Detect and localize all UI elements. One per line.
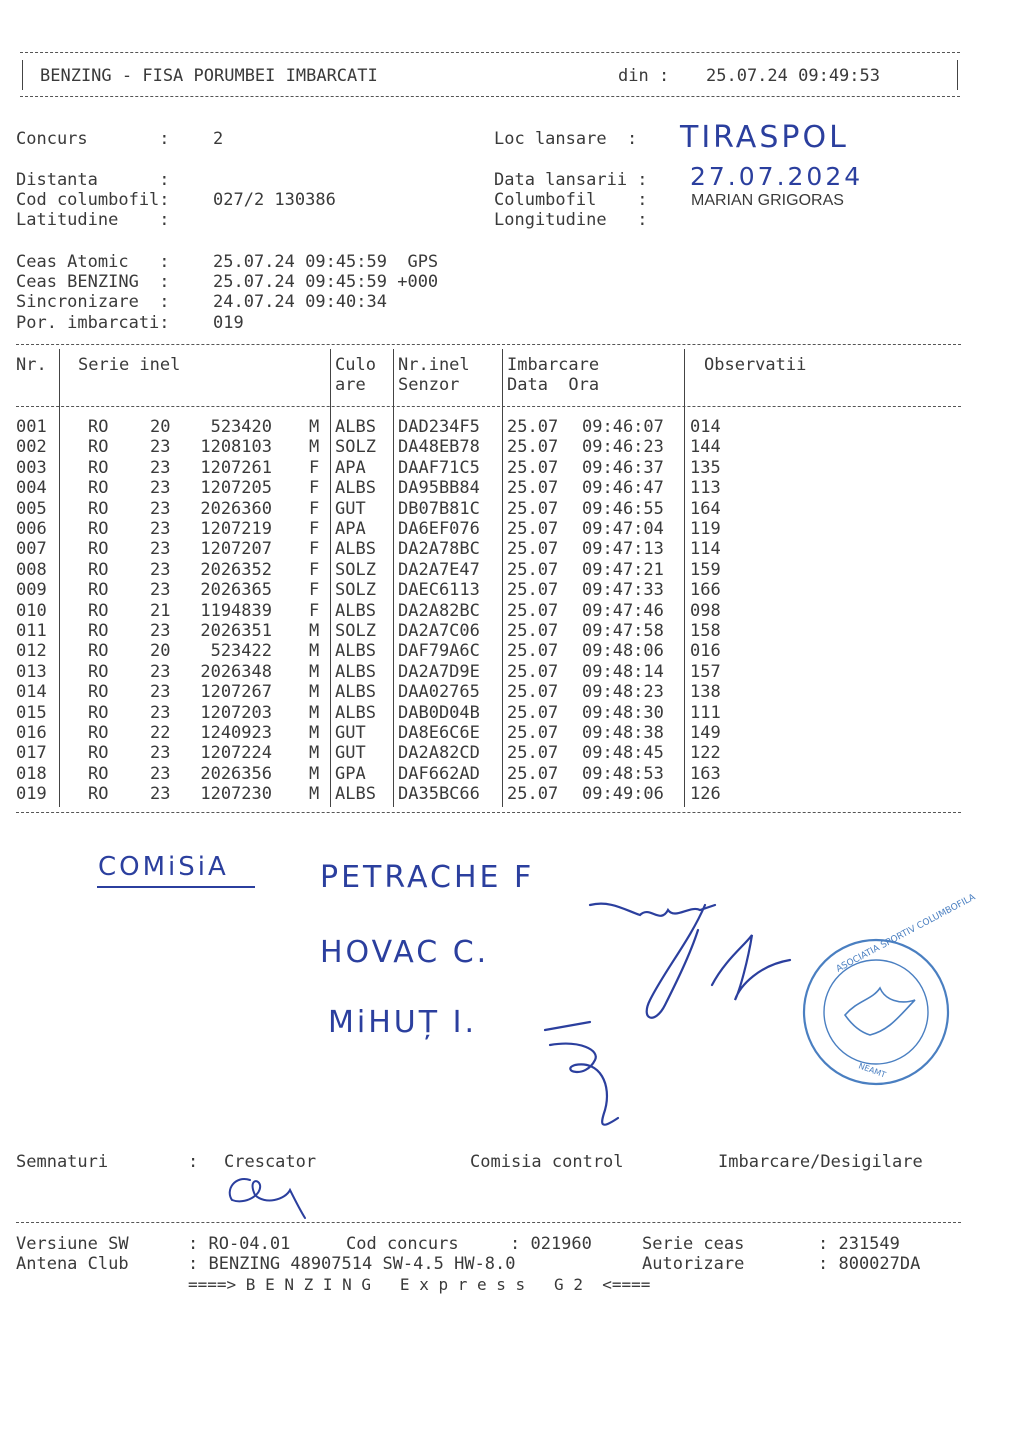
- row-nr: 006: [16, 519, 47, 539]
- row-ora: 09:48:06: [582, 641, 664, 662]
- row-serial: 2026356: [200, 763, 272, 784]
- row-ora: 09:47:46: [582, 600, 664, 621]
- comisia-handwritten: COMiSiA: [98, 852, 229, 882]
- row-culoare: ALBS: [335, 702, 376, 723]
- header-imbarcare: Imbarcare: [507, 355, 600, 375]
- row-ora: 09:49:06: [582, 784, 664, 805]
- row-observatii: 138: [690, 682, 721, 703]
- row-observatii: 113: [690, 478, 721, 499]
- semnaturi-label: Semnaturi: [16, 1152, 109, 1172]
- concurs-value: 2: [213, 129, 224, 149]
- row-sex: F: [309, 559, 320, 580]
- row-country: RO: [88, 580, 109, 601]
- row-serial: 1207205: [200, 478, 272, 499]
- row-observatii: 163: [690, 763, 721, 784]
- imbarcare-desigilare-label: Imbarcare/Desigilare: [718, 1152, 923, 1172]
- row-serial: 2026365: [200, 580, 272, 601]
- header-serie-inel: Serie inel: [78, 355, 181, 375]
- row-country: RO: [88, 661, 109, 682]
- ceas-atomic-label: Ceas Atomic :: [16, 252, 170, 272]
- stamp-outer-ring: [804, 940, 948, 1084]
- row-serial: 523420: [210, 417, 272, 437]
- row-data: 25.07: [507, 763, 559, 784]
- ceas-benzing-label: Ceas BENZING :: [16, 272, 170, 292]
- row-sex: F: [309, 600, 320, 621]
- row-ora: 09:47:13: [582, 539, 664, 560]
- row-sex: F: [309, 519, 320, 539]
- data-lansarii-label: Data lansarii :: [494, 170, 648, 190]
- row-observatii: 157: [690, 661, 721, 682]
- row-year: 23: [150, 539, 171, 560]
- signature-4: [545, 1022, 618, 1125]
- row-country: RO: [88, 621, 109, 641]
- header-nr-inel: Nr.inel: [398, 355, 470, 375]
- row-year: 23: [150, 621, 171, 641]
- document-title: BENZING - FISA PORUMBEI IMBARCATI: [40, 66, 378, 86]
- cod-concurs-label: Cod concurs: [346, 1234, 459, 1254]
- row-senzor: DAEC6113: [398, 580, 480, 601]
- row-culoare: ALBS: [335, 478, 376, 499]
- row-country: RO: [88, 702, 109, 723]
- row-culoare: ALBS: [335, 661, 376, 682]
- row-data: 25.07: [507, 661, 559, 682]
- row-data: 25.07: [507, 702, 559, 723]
- row-senzor: DA2A7C06: [398, 621, 480, 641]
- row-observatii: 098: [690, 600, 721, 621]
- header-culoare-1: Culo: [335, 355, 376, 375]
- row-country: RO: [88, 457, 109, 478]
- row-data: 25.07: [507, 621, 559, 641]
- row-nr: 005: [16, 498, 47, 519]
- concurs-label: Concurs :: [16, 129, 170, 149]
- row-data: 25.07: [507, 498, 559, 519]
- row-year: 23: [150, 478, 171, 499]
- row-observatii: 144: [690, 437, 721, 458]
- row-nr: 002: [16, 437, 47, 458]
- distanta-label: Distanta :: [16, 170, 170, 190]
- row-culoare: SOLZ: [335, 559, 376, 580]
- por-imbarcati-value: 019: [213, 313, 244, 333]
- row-culoare: GUT: [335, 743, 366, 764]
- row-sex: M: [309, 661, 320, 682]
- member-3-name: MiHUȚ I.: [328, 1005, 477, 1040]
- row-culoare: SOLZ: [335, 437, 376, 458]
- row-year: 23: [150, 580, 171, 601]
- row-sex: M: [309, 763, 320, 784]
- row-sex: M: [309, 723, 320, 743]
- row-sex: M: [309, 682, 320, 703]
- row-country: RO: [88, 559, 109, 580]
- latitudine-label: Latitudine :: [16, 210, 170, 230]
- header-nr: Nr.: [16, 355, 47, 375]
- row-country: RO: [88, 539, 109, 560]
- row-serial: 1240923: [200, 723, 272, 743]
- row-ora: 09:47:58: [582, 621, 664, 641]
- columbofil-label: Columbofil :: [494, 190, 648, 210]
- sincronizare-value: 24.07.24 09:40:34: [213, 292, 387, 312]
- row-data: 25.07: [507, 539, 559, 560]
- crescator-label: Crescator: [224, 1152, 317, 1172]
- row-nr: 008: [16, 559, 47, 580]
- sincronizare-label: Sincronizare :: [16, 292, 170, 312]
- row-culoare: SOLZ: [335, 621, 376, 641]
- row-ora: 09:48:45: [582, 743, 664, 764]
- row-senzor: DA48EB78: [398, 437, 480, 458]
- row-culoare: ALBS: [335, 600, 376, 621]
- row-nr: 018: [16, 763, 47, 784]
- row-serial: 1194839: [200, 600, 272, 621]
- versiune-label: Versiune SW: [16, 1234, 129, 1254]
- row-culoare: ALBS: [335, 784, 376, 805]
- row-senzor: DAAF71C5: [398, 457, 480, 478]
- row-observatii: 158: [690, 621, 721, 641]
- row-year: 23: [150, 519, 171, 539]
- semnaturi-colon: :: [188, 1152, 199, 1172]
- row-senzor: DA2A82CD: [398, 743, 480, 764]
- row-year: 23: [150, 457, 171, 478]
- row-senzor: DA2A78BC: [398, 539, 480, 560]
- row-serial: 1207219: [200, 519, 272, 539]
- row-country: RO: [88, 437, 109, 458]
- row-country: RO: [88, 478, 109, 499]
- member-2-name: HOVAC C.: [320, 935, 490, 970]
- row-senzor: DAD234F5: [398, 417, 480, 437]
- header-culoare-2: are: [335, 375, 366, 395]
- versiune-value: : RO-04.01: [188, 1234, 291, 1254]
- row-data: 25.07: [507, 519, 559, 539]
- row-serial: 1208103: [200, 437, 272, 458]
- footer-rule: [16, 1222, 961, 1223]
- row-country: RO: [88, 600, 109, 621]
- row-country: RO: [88, 723, 109, 743]
- row-senzor: DAA02765: [398, 682, 480, 703]
- stamp-inner-ring: [824, 960, 928, 1064]
- row-serial: 2026348: [200, 661, 272, 682]
- row-sex: F: [309, 539, 320, 560]
- row-serial: 2026360: [200, 498, 272, 519]
- row-serial: 1207203: [200, 702, 272, 723]
- row-data: 25.07: [507, 641, 559, 662]
- row-observatii: 164: [690, 498, 721, 519]
- row-sex: F: [309, 498, 320, 519]
- por-imbarcati-label: Por. imbarcati:: [16, 313, 170, 333]
- header-data-ora: Data Ora: [507, 375, 600, 395]
- row-data: 25.07: [507, 600, 559, 621]
- serie-ceas-value: : 231549: [818, 1234, 900, 1254]
- row-ora: 09:46:55: [582, 498, 664, 519]
- signature-3: [712, 935, 790, 1000]
- loc-lansare-label: Loc lansare :: [494, 129, 638, 149]
- row-sex: M: [309, 417, 320, 437]
- din-label: din :: [618, 66, 670, 86]
- dove-icon: [845, 988, 915, 1035]
- row-culoare: SOLZ: [335, 580, 376, 601]
- row-country: RO: [88, 763, 109, 784]
- row-serial: 2026351: [200, 621, 272, 641]
- row-observatii: 122: [690, 743, 721, 764]
- row-country: RO: [88, 743, 109, 764]
- row-observatii: 111: [690, 702, 721, 723]
- row-nr: 004: [16, 478, 47, 499]
- row-observatii: 016: [690, 641, 721, 662]
- row-year: 23: [150, 763, 171, 784]
- row-observatii: 126: [690, 784, 721, 805]
- autorizare-value: : 800027DA: [818, 1254, 921, 1274]
- row-culoare: GUT: [335, 498, 366, 519]
- antena-value: : BENZING 48907514 SW-4.5 HW-8.0: [188, 1254, 516, 1274]
- row-ora: 09:46:37: [582, 457, 664, 478]
- row-data: 25.07: [507, 457, 559, 478]
- antena-label: Antena Club: [16, 1254, 129, 1274]
- row-data: 25.07: [507, 743, 559, 764]
- row-data: 25.07: [507, 478, 559, 499]
- row-senzor: DA2A82BC: [398, 600, 480, 621]
- row-observatii: 166: [690, 580, 721, 601]
- data-lansarii-value: 27.07.2024: [690, 162, 864, 191]
- row-senzor: DA2A7D9E: [398, 661, 480, 682]
- row-country: RO: [88, 498, 109, 519]
- row-sex: M: [309, 641, 320, 662]
- row-observatii: 149: [690, 723, 721, 743]
- row-nr: 015: [16, 702, 47, 723]
- cod-columbofil-value: 027/2 130386: [213, 190, 336, 210]
- row-sex: M: [309, 702, 320, 723]
- row-serial: 1207267: [200, 682, 272, 703]
- row-serial: 1207230: [200, 784, 272, 805]
- row-ora: 09:48:53: [582, 763, 664, 784]
- cod-columbofil-label: Cod columbofil:: [16, 190, 170, 210]
- row-year: 23: [150, 559, 171, 580]
- cod-concurs-value: : 021960: [510, 1234, 592, 1254]
- row-nr: 003: [16, 457, 47, 478]
- row-ora: 09:48:30: [582, 702, 664, 723]
- row-observatii: 159: [690, 559, 721, 580]
- row-culoare: GUT: [335, 723, 366, 743]
- stamp-bottom-text: NEAMT: [857, 1061, 887, 1080]
- row-year: 23: [150, 784, 171, 805]
- row-senzor: DB07B81C: [398, 498, 480, 519]
- member-1-name: PETRACHE F: [320, 860, 535, 895]
- row-senzor: DA95BB84: [398, 478, 480, 499]
- row-country: RO: [88, 682, 109, 703]
- row-senzor: DA35BC66: [398, 784, 480, 805]
- row-sex: M: [309, 784, 320, 805]
- header-observatii: Observatii: [704, 355, 807, 375]
- row-nr: 007: [16, 539, 47, 560]
- row-senzor: DA8E6C6E: [398, 723, 480, 743]
- row-culoare: ALBS: [335, 539, 376, 560]
- row-country: RO: [88, 784, 109, 805]
- row-observatii: 114: [690, 539, 721, 560]
- benzing-express-banner: ====> B E N Z I N G E x p r e s s G 2 <====: [188, 1275, 651, 1294]
- row-year: 22: [150, 723, 171, 743]
- row-ora: 09:46:47: [582, 478, 664, 499]
- header-senzor: Senzor: [398, 375, 460, 395]
- row-culoare: ALBS: [335, 417, 376, 437]
- row-sex: M: [309, 621, 320, 641]
- row-nr: 014: [16, 682, 47, 703]
- din-value: 25.07.24 09:49:53: [706, 66, 880, 86]
- row-data: 25.07: [507, 784, 559, 805]
- row-sex: M: [309, 743, 320, 764]
- row-ora: 09:47:04: [582, 519, 664, 539]
- row-country: RO: [88, 417, 109, 437]
- row-culoare: ALBS: [335, 682, 376, 703]
- row-year: 23: [150, 498, 171, 519]
- autorizare-label: Autorizare: [642, 1254, 745, 1274]
- row-nr: 009: [16, 580, 47, 601]
- signature-1: [590, 904, 715, 916]
- row-sex: F: [309, 580, 320, 601]
- row-senzor: DAF79A6C: [398, 641, 480, 662]
- columbofil-value: MARIAN GRIGORAS: [691, 192, 844, 209]
- row-country: RO: [88, 641, 109, 662]
- row-sex: F: [309, 478, 320, 499]
- row-year: 23: [150, 437, 171, 458]
- row-serial: 1207224: [200, 743, 272, 764]
- stamp-text: ASOCIATIA SPORTIV COLUMBOFILA: [834, 892, 978, 975]
- row-nr: 011: [16, 621, 47, 641]
- row-ora: 09:48:38: [582, 723, 664, 743]
- crescator-signature: [230, 1179, 305, 1218]
- row-culoare: ALBS: [335, 641, 376, 662]
- row-year: 20: [150, 641, 171, 662]
- row-culoare: GPA: [335, 763, 366, 784]
- row-data: 25.07: [507, 437, 559, 458]
- row-nr: 017: [16, 743, 47, 764]
- row-nr: 016: [16, 723, 47, 743]
- row-data: 25.07: [507, 580, 559, 601]
- row-serial: 2026352: [200, 559, 272, 580]
- row-observatii: 135: [690, 457, 721, 478]
- row-year: 23: [150, 661, 171, 682]
- stamp: [804, 940, 948, 1084]
- row-senzor: DAF662AD: [398, 763, 480, 784]
- row-ora: 09:46:23: [582, 437, 664, 458]
- row-year: 23: [150, 702, 171, 723]
- row-year: 23: [150, 743, 171, 764]
- row-observatii: 119: [690, 519, 721, 539]
- row-serial: 523422: [210, 641, 272, 662]
- row-data: 25.07: [507, 682, 559, 703]
- longitudine-label: Longitudine :: [494, 210, 648, 230]
- row-serial: 1207207: [200, 539, 272, 560]
- row-culoare: APA: [335, 457, 366, 478]
- row-sex: F: [309, 457, 320, 478]
- row-nr: 010: [16, 600, 47, 621]
- row-ora: 09:48:23: [582, 682, 664, 703]
- row-senzor: DAB0D04B: [398, 702, 480, 723]
- ceas-atomic-value: 25.07.24 09:45:59 GPS: [213, 252, 439, 272]
- row-data: 25.07: [507, 559, 559, 580]
- comisia-control-label: Comisia control: [470, 1152, 624, 1172]
- row-data: 25.07: [507, 417, 559, 437]
- row-country: RO: [88, 519, 109, 539]
- row-culoare: APA: [335, 519, 366, 539]
- row-ora: 09:48:14: [582, 661, 664, 682]
- row-senzor: DA2A7E47: [398, 559, 480, 580]
- ceas-benzing-value: 25.07.24 09:45:59 +000: [213, 272, 439, 292]
- row-ora: 09:46:07: [582, 417, 664, 437]
- loc-lansare-value: TIRASPOL: [680, 120, 849, 155]
- serie-ceas-label: Serie ceas: [642, 1234, 745, 1254]
- row-year: 21: [150, 600, 171, 621]
- row-ora: 09:47:33: [582, 580, 664, 601]
- row-data: 25.07: [507, 723, 559, 743]
- signature-2: [647, 905, 705, 1018]
- row-nr: 019: [16, 784, 47, 805]
- row-nr: 013: [16, 661, 47, 682]
- row-ora: 09:47:21: [582, 559, 664, 580]
- row-serial: 1207261: [200, 457, 272, 478]
- row-nr: 001: [16, 417, 47, 437]
- row-senzor: DA6EF076: [398, 519, 480, 539]
- row-sex: M: [309, 437, 320, 458]
- row-year: 20: [150, 417, 171, 437]
- row-nr: 012: [16, 641, 47, 662]
- row-observatii: 014: [690, 417, 721, 437]
- row-year: 23: [150, 682, 171, 703]
